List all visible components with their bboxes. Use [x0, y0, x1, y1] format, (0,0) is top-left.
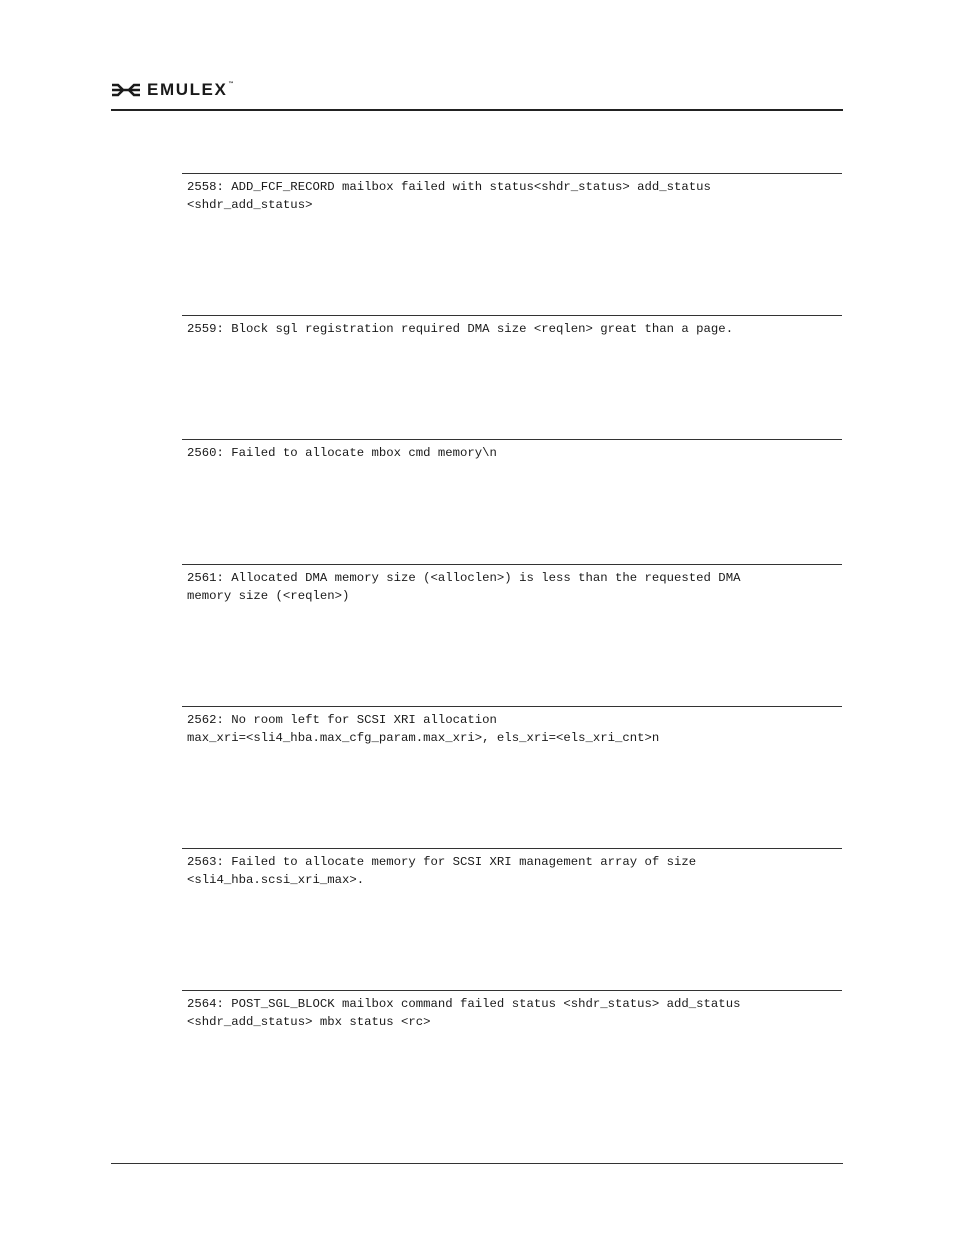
message-text: 2560: Failed to allocate mbox cmd memory\n [187, 446, 497, 460]
page-header [111, 76, 843, 111]
message-text: 2559: Block sgl registration required DMA size <reqlen> great than a page. [187, 322, 734, 336]
trademark-mark: ™ [228, 81, 236, 87]
footer-divider [111, 1163, 843, 1164]
message-text: 2561: Allocated DMA memory size (<alloclen>) is less than the requested DMA memory size (<reqlen>) [187, 571, 741, 603]
message-entry [182, 706, 842, 747]
message-text: 2564: POST_SGL_BLOCK mailbox command failed status <shdr_status> add_status <shdr_add_status> mbx status <rc> [187, 997, 741, 1029]
message-entry [182, 564, 842, 605]
emulex-arrows-icon [111, 82, 141, 98]
message-text: 2562: No room left for SCSI XRI allocation max_xri=<sli4_hba.max_cfg_param.max_xri>, els_xri=<els_xri_cnt>n [187, 713, 660, 745]
message-entry [182, 315, 842, 339]
message-entry [182, 990, 842, 1031]
message-text: 2558: ADD_FCF_RECORD mailbox failed with status<shdr_status> add_status <shdr_add_status> [187, 180, 711, 212]
brand-name: EMULEX™ [147, 80, 236, 99]
message-entry [182, 848, 842, 889]
message-entry [182, 439, 842, 463]
message-entry [182, 173, 842, 214]
emulex-logo [111, 80, 235, 100]
message-text: 2563: Failed to allocate memory for SCSI XRI management array of size <sli4_hba.scsi_xri_max>. [187, 855, 697, 887]
